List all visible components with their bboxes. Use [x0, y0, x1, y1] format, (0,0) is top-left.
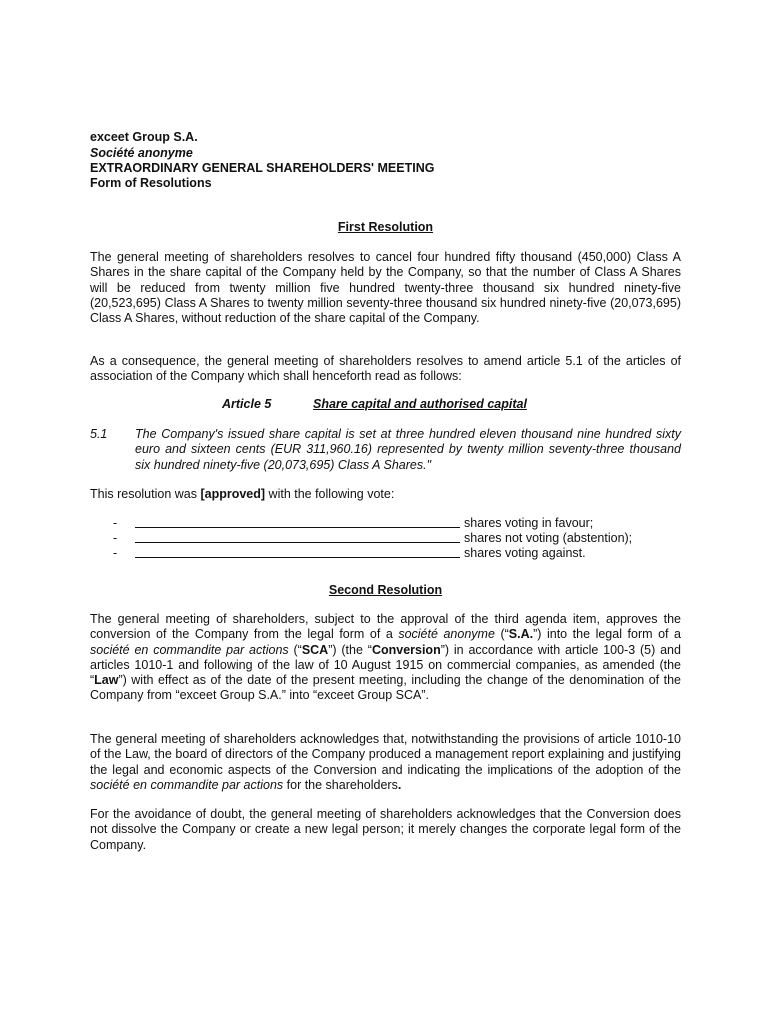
vote-suffix: with the following vote: [265, 487, 395, 501]
article-label: Article 5 [222, 397, 272, 411]
vote-row-favour [0, 516, 770, 531]
text-run: The general meeting of shareholders acknowledges that, notwithstanding the provisions of article 1010-10 of the Law, the board of directors of the Company produced a management report explaining and justifying the legal and economic aspects of the Conversion and indicating the implications of the adoption of the [90, 732, 681, 777]
text-run-italic: société anonyme [398, 627, 495, 642]
company-form: Société anonyme [90, 146, 193, 160]
vote-blank-line [135, 557, 460, 558]
text-run: ”) (the “ [328, 642, 372, 657]
vote-dash: - [113, 546, 118, 560]
vote-dash: - [113, 531, 118, 545]
text-run: ”) in accordance with article 100-3 (5) and articles 1010-1 and following of the law of 10 August 1915 on commercial companies, as amended (the “ [90, 642, 681, 688]
clause-number: 5.1 [90, 427, 108, 441]
second-resolution-paragraph-3: For the avoidance of doubt, the general meeting of shareholders acknowledges that the Conversion does not dissolve the Company or create a new legal person; it merely changes the corporate legal form of the Company. [90, 807, 681, 852]
text-run: . [397, 777, 402, 792]
text-run: (“ [288, 642, 302, 657]
defined-term: Law [94, 673, 119, 688]
meeting-title: EXTRAORDINARY GENERAL SHAREHOLDERS' MEETING [90, 161, 435, 175]
defined-term: S.A. [508, 627, 534, 642]
vote-label: shares not voting (abstention); [464, 531, 633, 545]
vote-result: [approved] [200, 487, 266, 501]
document-title: Form of Resolutions [90, 176, 212, 190]
vote-row-against [0, 546, 770, 561]
second-resolution-heading: Second Resolution [328, 583, 443, 597]
vote-label: shares voting against. [464, 546, 586, 560]
second-resolution-paragraph-2 [90, 732, 681, 793]
clause-text: The Company's issued share capital is set at three hundred eleven thousand nine hundred sixty euro and sixteen cents (EUR 311,960.16) represented by twenty million seventy-three thousand six hundred ninety-five (20,073,695) Class A Shares." [135, 427, 681, 472]
vote-row-abstention [0, 531, 770, 546]
vote-dash: - [113, 516, 118, 530]
vote-statement [90, 487, 681, 502]
text-run: The general meeting of shareholders, subject to the approval of the third agenda item, approves the conversion of the Company from the legal form of a [90, 612, 681, 642]
company-name: exceet Group S.A. [90, 130, 198, 144]
defined-term: SCA [301, 642, 329, 657]
text-run: ”) with effect as of the date of the present meeting, including the change of the denomination of the Company from “exceet Group S.A.” into “exceet Group SCA”. [90, 673, 681, 703]
text-run: ”) into the legal form of a [533, 627, 681, 642]
first-resolution-paragraph-2: As a consequence, the general meeting of shareholders resolves to amend article 5.1 of the articles of association of the Company which shall henceforth read as follows: [90, 354, 681, 384]
vote-label: shares voting in favour; [464, 516, 594, 530]
vote-blank-line [135, 527, 460, 528]
first-resolution-heading: First Resolution [337, 220, 434, 234]
first-resolution-paragraph-1: The general meeting of shareholders resolves to cancel four hundred fifty thousand (450,000) Class A Shares in the share capital of the Company held by the Company, so that the number of Class A Shares will be reduced from twenty million five hundred twenty-three thousand six hundred ninety-five (20,523,695) Class A Shares to twenty million seventy-three thousand six hundred ninety-five (20,073,695) Class A Shares, without reduction of the share capital of the Company. [90, 250, 681, 326]
vote-prefix: This resolution was [90, 487, 201, 501]
defined-term: Conversion [371, 642, 441, 657]
text-run-italic: société en commandite par actions [90, 642, 289, 657]
article-title: Share capital and authorised capital [313, 397, 527, 411]
text-run: for the shareholders [283, 777, 398, 792]
text-run: (“ [494, 627, 509, 642]
second-resolution-paragraph-1 [90, 612, 681, 704]
vote-blank-line [135, 542, 460, 543]
text-run-italic: société en commandite par actions [90, 777, 284, 792]
